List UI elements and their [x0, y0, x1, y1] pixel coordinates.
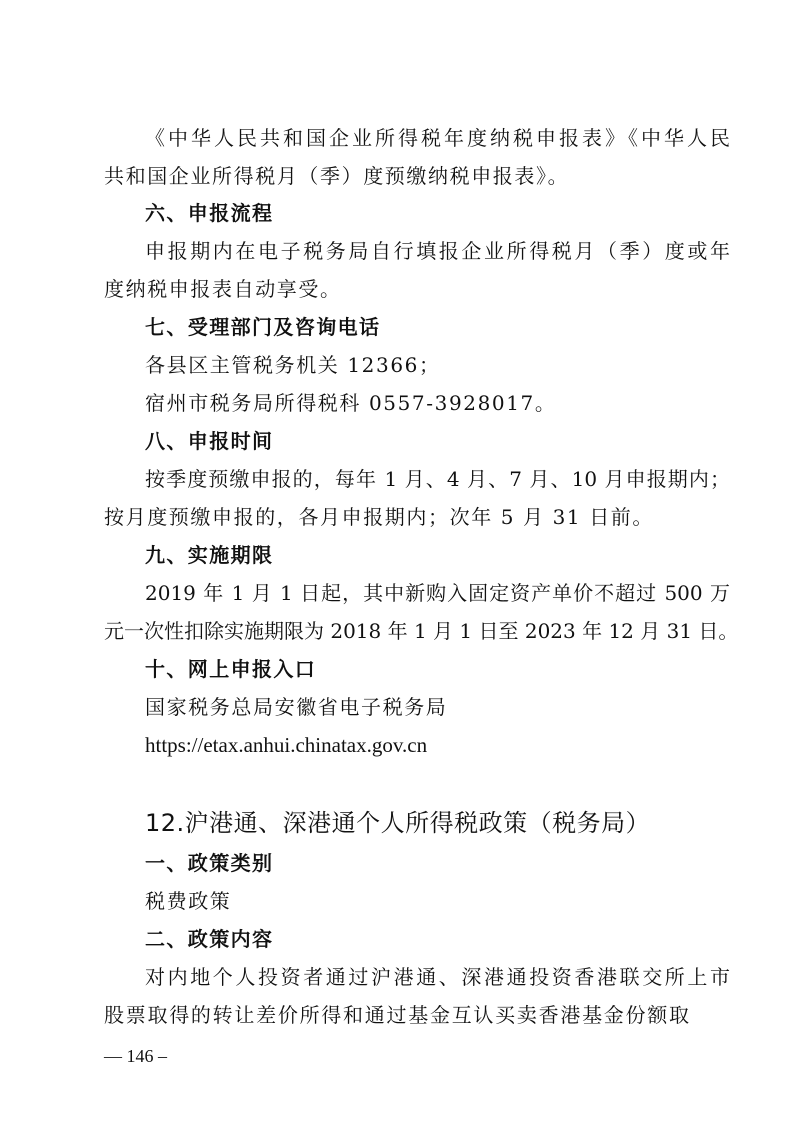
- paragraph-line: 按月度预缴申报的，各月申报期内；次年 5 月 31 日前。: [104, 505, 655, 529]
- paragraph-line: 2019 年 1 月 1 日起，其中新购入固定资产单价不超过 500 万: [145, 581, 730, 605]
- paragraph-line: 度纳税申报表自动享受。: [104, 277, 342, 301]
- paragraph-line: 对内地个人投资者通过沪港通、深港通投资香港联交所上市: [145, 965, 730, 989]
- paragraph-line: 宿州市税务局所得税科 0557-3928017。: [145, 391, 557, 415]
- paragraph-line: 《中华人民共和国企业所得税年度纳税申报表》《中华人民: [145, 126, 730, 150]
- paragraph-line: 国家税务总局安徽省电子税务局: [145, 695, 448, 719]
- page-number: — 146 –: [104, 1046, 167, 1066]
- heading-online-entry: 十、网上申报入口: [145, 657, 317, 681]
- heading-time: 八、申报时间: [145, 429, 274, 453]
- etax-url: https://etax.anhui.chinatax.gov.cn: [145, 733, 428, 757]
- heading-category: 一、政策类别: [145, 851, 274, 875]
- heading-period: 九、实施期限: [145, 543, 274, 567]
- heading-procedure: 六、申报流程: [145, 201, 274, 225]
- paragraph-line: 税费政策: [145, 889, 232, 913]
- paragraph-line: 元一次性扣除实施期限为 2018 年 1 月 1 日至 2023 年 12 月 31 日。: [104, 619, 739, 643]
- paragraph-line: 按季度预缴申报的，每年 1 月、4 月、7 月、10 月申报期内；: [145, 467, 730, 491]
- paragraph-line: 各县区主管税务机关 12366；: [145, 353, 441, 377]
- paragraph-line: 共和国企业所得税月（季）度预缴纳税申报表》。: [104, 164, 570, 188]
- heading-department: 七、受理部门及咨询电话: [145, 315, 381, 339]
- paragraph-line: 申报期内在电子税务局自行填报企业所得税月（季）度或年: [145, 239, 730, 263]
- section-title: 12.沪港通、深港通个人所得税政策（税务局）: [145, 809, 651, 837]
- heading-content: 二、政策内容: [145, 927, 274, 951]
- paragraph-line: 股票取得的转让差价所得和通过基金互认买卖香港基金份额取: [104, 1003, 689, 1027]
